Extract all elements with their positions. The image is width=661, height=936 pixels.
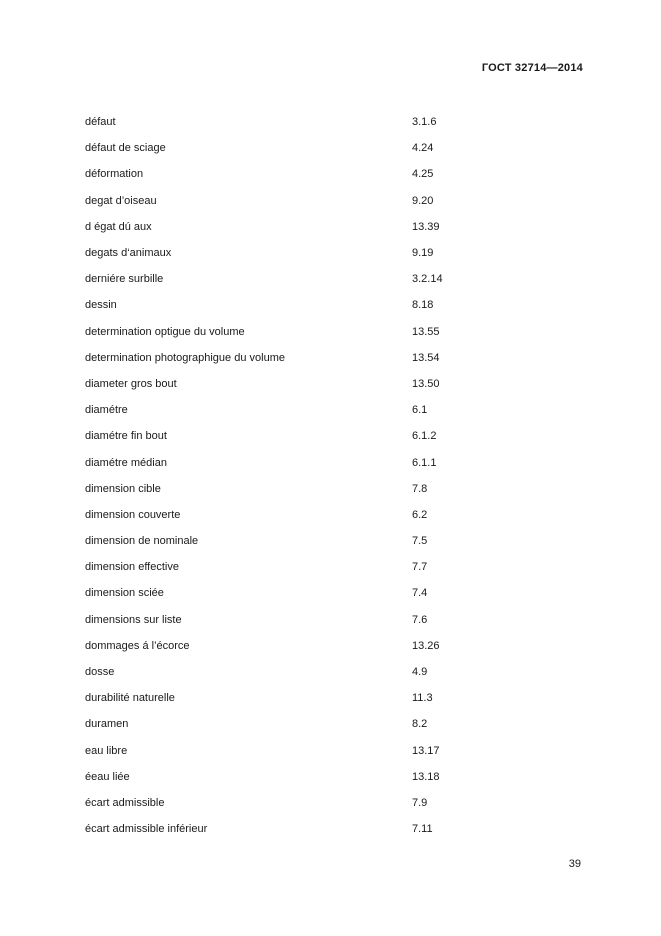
index-term: dosse <box>85 666 115 679</box>
index-term: diameter gros bout <box>85 377 177 390</box>
index-row <box>85 214 505 240</box>
index-row <box>85 711 505 737</box>
index-reference: 4.25 <box>412 168 434 181</box>
index-reference: 6.1.1 <box>412 456 437 469</box>
index-reference: 8.2 <box>412 718 428 731</box>
index-row <box>85 476 505 502</box>
index-term: dimension effective <box>85 561 179 574</box>
index-reference: 6.2 <box>412 508 428 521</box>
index-term: écart admissible inférieur <box>85 823 208 836</box>
index-row <box>85 738 505 764</box>
index-row <box>85 790 505 816</box>
page-number: 39 <box>568 858 581 870</box>
index-reference: 13.39 <box>412 220 440 233</box>
index-reference: 13.17 <box>412 744 440 757</box>
index-reference: 11.3 <box>412 692 433 705</box>
index-row <box>85 345 505 371</box>
index-row <box>85 188 505 214</box>
index-term: dommages á l’écorce <box>85 639 190 652</box>
index-term: diamétre fin bout <box>85 430 167 443</box>
index-row <box>85 554 505 580</box>
index-term: duramen <box>85 718 129 731</box>
index-reference: 7.4 <box>412 587 428 600</box>
index-term: défaut <box>85 116 116 129</box>
index-reference: 7.9 <box>412 796 428 809</box>
index-row <box>85 397 505 423</box>
index-term: determination optigue du volume <box>85 325 245 338</box>
index-reference: 7.8 <box>412 482 428 495</box>
index-row <box>85 633 505 659</box>
index-term: dimension cible <box>85 482 161 495</box>
index-term: dessin <box>85 299 117 312</box>
index-term: défaut de sciage <box>85 142 166 155</box>
index-row <box>85 580 505 606</box>
index-row <box>85 449 505 475</box>
index-term: diamétre médian <box>85 456 167 469</box>
index-row <box>85 423 505 449</box>
index-row <box>85 319 505 345</box>
index-row <box>85 502 505 528</box>
index-term: durabilité naturelle <box>85 692 175 705</box>
index-row <box>85 659 505 685</box>
index-reference: 9.20 <box>412 194 434 207</box>
index-row <box>85 685 505 711</box>
index-term: degat d’oiseau <box>85 194 157 207</box>
term-index-list <box>85 109 505 842</box>
index-reference: 6.1 <box>412 404 428 417</box>
index-reference: 3.1.6 <box>412 116 437 129</box>
index-reference: 4.24 <box>412 142 434 155</box>
index-row <box>85 371 505 397</box>
index-term: éeau liée <box>85 770 130 783</box>
index-row <box>85 240 505 266</box>
index-reference: 4.9 <box>412 666 428 679</box>
index-term: dimension couverte <box>85 508 181 521</box>
index-term: derniére surbille <box>85 273 164 286</box>
document-header: ГОСТ 32714—2014 <box>481 62 583 74</box>
index-term: déformation <box>85 168 144 181</box>
index-reference: 7.7 <box>412 561 428 574</box>
index-reference: 7.11 <box>412 823 433 836</box>
index-reference: 13.50 <box>412 377 440 390</box>
index-term: degats d‘animaux <box>85 247 172 260</box>
index-row <box>85 266 505 292</box>
index-row <box>85 161 505 187</box>
index-reference: 3.2.14 <box>412 273 443 286</box>
index-row <box>85 292 505 318</box>
index-term: dimension sciée <box>85 587 164 600</box>
index-reference: 13.18 <box>412 770 440 783</box>
index-row <box>85 528 505 554</box>
index-reference: 7.6 <box>412 613 428 626</box>
index-reference: 7.5 <box>412 535 428 548</box>
index-row <box>85 607 505 633</box>
index-reference: 13.26 <box>412 639 440 652</box>
index-term: écart admissible <box>85 796 165 809</box>
index-row <box>85 135 505 161</box>
index-term: determination photographigue du volume <box>85 351 285 364</box>
index-term: eau libre <box>85 744 128 757</box>
index-reference: 13.55 <box>412 325 440 338</box>
index-term: dimension de nominale <box>85 535 199 548</box>
index-row <box>85 109 505 135</box>
index-reference: 13.54 <box>412 351 440 364</box>
index-reference: 9.19 <box>412 247 434 260</box>
index-term: dimensions sur liste <box>85 613 182 626</box>
index-reference: 8.18 <box>412 299 434 312</box>
index-row <box>85 816 505 842</box>
index-term: diamétre <box>85 404 128 417</box>
index-row <box>85 764 505 790</box>
index-reference: 6.1.2 <box>412 430 437 443</box>
index-term: d égat dú aux <box>85 220 152 233</box>
